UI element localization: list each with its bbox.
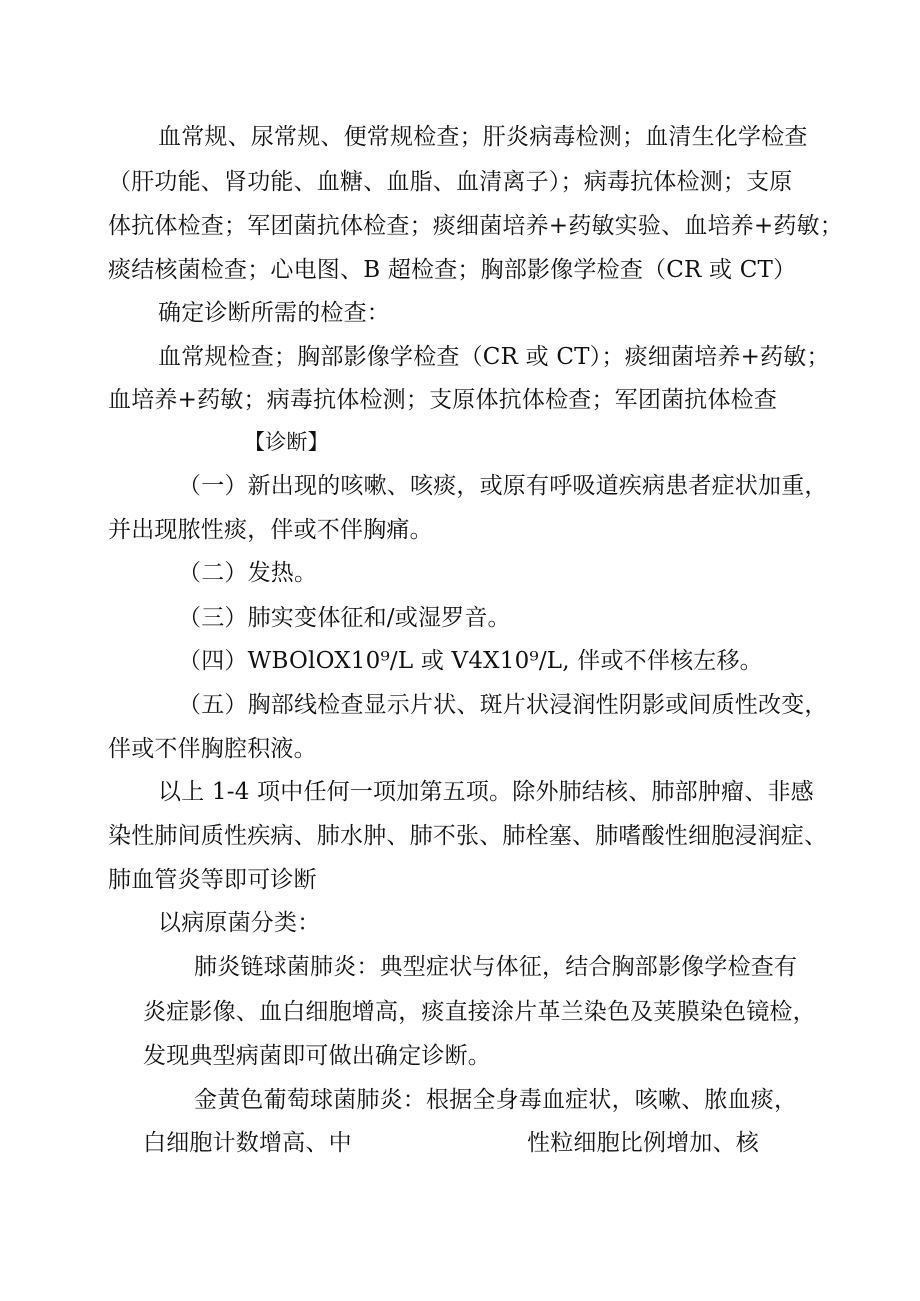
text-line: 血培养+药敏；病毒抗体检测；支原体抗体检查；军团菌抗体检查 (108, 387, 778, 413)
text-line: 伴或不伴胸腔积液。 (108, 736, 317, 762)
text-line: （肝功能、肾功能、血糖、血脂、血清离子）；病毒抗体检测；支原 (108, 169, 793, 195)
section-heading: 以病原菌分类： (158, 910, 321, 936)
text-line: 并出现脓性痰，伴或不伴胸痛。 (108, 517, 433, 543)
text-line: 白细胞计数增高、中 (143, 1130, 352, 1156)
text-line: 炎症影像、血白细胞增高，痰直接涂片革兰染色及荚膜染色镜检， (143, 999, 816, 1025)
text-line: 痰结核菌检查；心电图、B 超检查；胸部影像学检查（CR 或 CT） (108, 257, 797, 283)
text-line: （一）新出现的咳嗽、咳痰，或原有呼吸道疾病患者症状加重， (178, 473, 828, 499)
text-line: 血常规、尿常规、便常规检查；肝炎病毒检测；血清生化学检查 (158, 124, 808, 150)
text-line: 发现典型病菌即可做出确定诊断。 (143, 1043, 491, 1069)
text-line: （二）发热。 (178, 560, 318, 586)
text-line: （四）WBOlOX10⁹/L 或 V4X10⁹/L, 伴或不伴核左移。 (178, 648, 763, 674)
text-line: （三）肺实变体征和/或湿罗音。 (178, 605, 511, 631)
diagnosis-heading: 【诊断】 (244, 430, 329, 454)
text-line: 体抗体检查；军团菌抗体检查；痰细菌培养+药敏实验、血培养+药敏； (108, 213, 843, 239)
text-line: （五）胸部线检查显示片状、斑片状浸润性阴影或间质性改变， (178, 692, 828, 718)
text-line: 金黄色葡萄球菌肺炎：根据全身毒血症状，咳嗽、脓血痰， (194, 1087, 798, 1113)
text-line: 肺血管炎等即可诊断 (108, 867, 317, 893)
text-line: 血常规检查；胸部影像学检查（CR 或 CT）；痰细菌培养+药敏； (158, 344, 830, 370)
text-line: 染性肺间质性疾病、肺水肿、肺不张、肺栓塞、肺嗜酸性细胞浸润症、 (108, 823, 828, 849)
section-heading: 确定诊断所需的检查： (158, 300, 390, 326)
text-line: 以上 1-4 项中任何一项加第五项。除外肺结核、肺部肿瘤、非感 (158, 779, 814, 805)
text-line: 肺炎链球菌肺炎：典型症状与体征，结合胸部影像学检查有 (194, 954, 798, 980)
text-line: 性粒细胞比例增加、核 (527, 1130, 759, 1156)
